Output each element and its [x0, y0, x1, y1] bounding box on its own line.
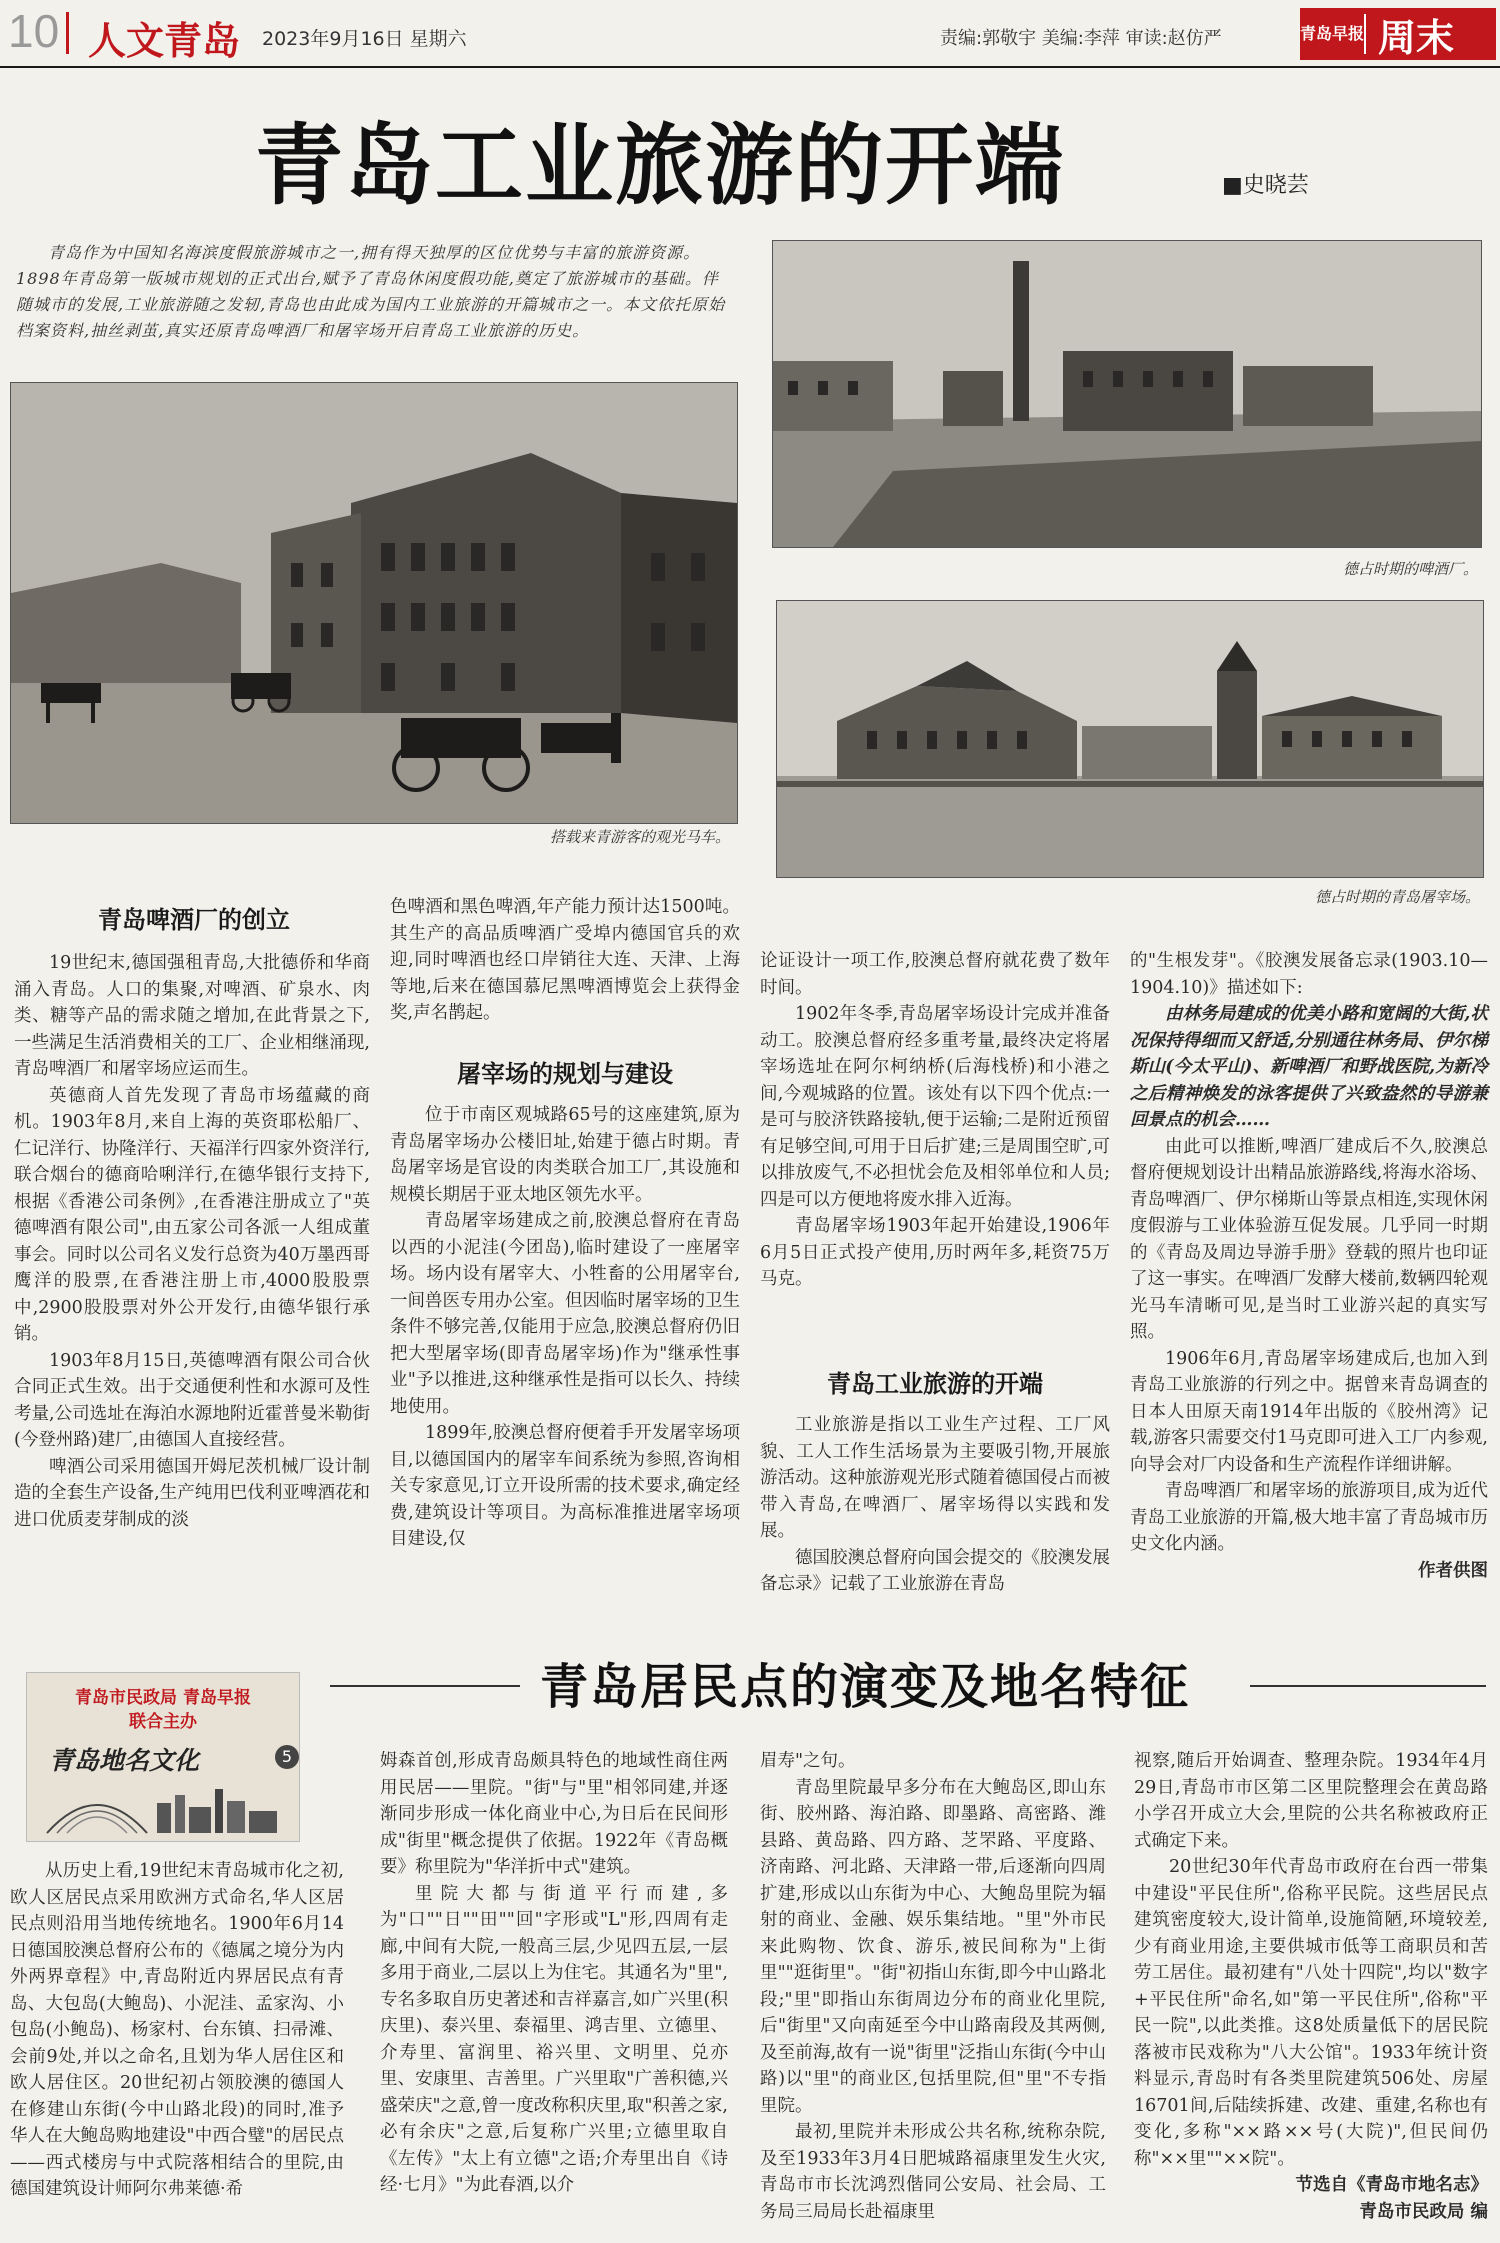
quoted-paragraph: 由林务局建成的优美小路和宽阔的大街,状况保持得细而又舒适,分别通往林务局、伊尔梯斯山(今太平山)、新啤酒厂和野战医院,为新冷之后精神焕发的泳客提供了兴致盎然的导游兼回景点的机会…… [1130, 1004, 1488, 1130]
paragraph: 视察,随后开始调查、整理杂院。1934年4月29日,青岛市市区第二区里院整理会在黄岛路小学召开成立大会,里院的公共名称被政府正式确定下来。 [1134, 1751, 1488, 1851]
section-title: 人文青岛 [88, 19, 241, 63]
paragraph: 青岛屠宰场1903年起开始建设,1906年6月5日正式投产使用,历时两年多,耗资75万马克。 [760, 1216, 1110, 1289]
column-number: 5 [275, 1745, 299, 1769]
paragraph: 的"生根发芽"。《胶澳发展备忘录(1903.10—1904.10)》描述如下: [1130, 951, 1488, 998]
article2-column-2 [380, 1748, 728, 2199]
header-divider [66, 12, 69, 54]
subhead-industrial-tourism: 青岛工业旅游的开端 [827, 1370, 1043, 1398]
photo-caption-slaughterhouse: 德占时期的青岛屠宰场。 [1314, 888, 1480, 906]
article1-column-1 [14, 950, 370, 1533]
slaughterhouse-photo [776, 600, 1484, 878]
paragraph: 青岛里院最早多分布在大鲍岛区,即山东街、胶州路、海泊路、即墨路、高密路、潍县路、黄岛路、四方路、芝罘路、平度路、济南路、河北路、天津路一带,后逐渐向四周扩建,形成以山东街为中心、大鲍岛里院为辐射的商业、金融、娱乐集结地。"里"外市民来此购物、饮食、游乐,被民间称为"上街里""逛街里"。"街"初指山东街,即今中山路北段;"里"即指山东街周边分布的商业化里院,后"街里"又向南延至今中山路南段及其两侧,及至前海,故有一说"街里"泛指山东街(今中山路)以"里"的商业区,包括里院,但"里"不专指里院。 [760, 1777, 1106, 2116]
paragraph: 论证设计一项工作,胶澳总督府就花费了数年时间。 [760, 951, 1110, 998]
title-rule-right [1250, 1685, 1486, 1687]
column-name: 青岛地名文化 [49, 1746, 200, 1775]
sponsor-line-2: 联合主办 [129, 1712, 197, 1732]
paragraph: 德国胶澳总督府向国会提交的《胶澳发展备忘录》记载了工业旅游在青岛 [760, 1547, 1110, 1594]
paragraph: 19世纪末,德国强租青岛,大批德侨和华商涌入青岛。人口的集聚,对啤酒、矿泉水、肉类、糖等产品的需求随之增加,在此背景之下,一些满足生活消费相关的工厂、企业相继涌现,青岛啤酒厂和屠宰场应运而生。 [14, 953, 370, 1079]
paragraph: 1906年6月,青岛屠宰场建成后,也加入到青岛工业旅游的行列之中。据曾来青岛调查的日本人田原天南1914年出版的《胶州湾》记载,游客只需要交付1马克即可进入工厂内参观,向导会对厂内设备和生产流程作详细讲解。 [1130, 1348, 1488, 1475]
logo-big-text: 周末 [1378, 15, 1455, 60]
brewery-chimney-photo [772, 240, 1482, 548]
paragraph: 1903年8月15日,英德啤酒有限公司合伙合同正式生效。出于交通便利性和水源可及性考量,公司选址在海泊水源地附近霍普曼米勒街(今登州路)建厂,由德国人直接经营。 [14, 1350, 370, 1450]
paragraph: 里院大都与街道平行而建,多为"口""日""田""回"字形或"L"形,四周有走廊,中间有大院,一般高三层,少见四五层,一层多用于商业,二层以上为住宅。其通名为"里",专名多取自历史著述和吉祥嘉言,如广兴里(积庆里)、泰兴里、泰福里、鸿吉里、立德里、介寿里、富润里、裕兴里、文明里、兑亦里、安康里、吉善里。广兴里取"广善积德,兴盛荣庆"之意,曾一度改称积庆里,取"积善之家,必有余庆"之意,后复称广兴里;立德里取自《左传》"太上有立德"之语;介寿里出自《诗经·七月》"为此春酒,以介 [380, 1883, 728, 2195]
article1-column-2b [390, 1102, 740, 1553]
article2-column-3 [760, 1748, 1106, 2225]
brewery-chimney-illustration [773, 241, 1481, 547]
paragraph: 最初,里院并未形成公共名称,统称杂院,及至1933年3月4日肥城路福康里发生火灾,青岛市市长沈鸿烈偕同公安局、社会局、工务局三局局长赴福康里 [760, 2122, 1106, 2222]
source-note: 节选自《青岛市地名志》 [1295, 2175, 1488, 2195]
page-number: 10 [8, 5, 60, 57]
paragraph: 工业旅游是指以工业生产过程、工厂风貌、工人工作生活场景为主要吸引物,开展旅游活动。这种旅游观光形式随着德国侵占而被带入青岛,在啤酒厂、屠宰场得以实践和发展。 [760, 1415, 1110, 1541]
paragraph: 位于市南区观城路65号的这座建筑,原为青岛屠宰场办公楼旧址,始建于德占时期。青岛屠宰场是官设的肉类联合加工厂,其设施和规模长期居于亚太地区领先水平。 [390, 1105, 740, 1205]
article1-column-3b [760, 1412, 1110, 1598]
slaughterhouse-illustration [777, 601, 1483, 877]
subhead-slaughterhouse-planning: 屠宰场的规划与建设 [457, 1060, 673, 1088]
article2-headline: 青岛居民点的演变及地名特征 [540, 1659, 1191, 1715]
page-header [0, 0, 1500, 68]
source-editor: 青岛市民政局 编 [1359, 2201, 1488, 2222]
column-badge [26, 1672, 300, 1842]
article-lead: 青岛作为中国知名海滨度假旅游城市之一,拥有得天独厚的区位优势与丰富的旅游资源。1898年青岛第一版城市规划的正式出台,赋予了青岛休闲度假功能,奠定了旅游城市的基础。伴随城市的发展,工业旅游随之发轫,青岛也由此成为国内工业旅游的开篇城市之一。本文依托原始档案资料,抽丝剥茧,真实还原青岛啤酒厂和屠宰场开启青岛工业旅游的历史。 [16, 243, 726, 340]
article1-column-3a [760, 948, 1110, 1293]
paragraph: 青岛屠宰场建成之前,胶澳总督府在青岛以西的小泥洼(今团岛),临时建设了一座屠宰场。场内设有屠宰大、小牲畜的公用屠宰台,一间兽医专用办公室。但因临时屠宰场的卫生条件不够完善,仅能用于应急,胶澳总督府仍旧把大型屠宰场(即青岛屠宰场)作为"继承性事业"予以推进,这种继承性是指可以长久、持续地使用。 [390, 1211, 740, 1417]
title-rule-left [330, 1685, 520, 1687]
paragraph: 由此可以推断,啤酒厂建成后不久,胶澳总督府便规划设计出精品旅游路线,将海水浴场、青岛啤酒厂、伊尔梯斯山等景点相连,实现休闲度假游与工业体验游互促发展。几乎同一时期的《青岛及周边导游手册》登载的照片也印证了这一事实。在啤酒厂发酵大楼前,数辆四轮观光马车清晰可见,是当时工业游兴起的真实写照。 [1130, 1136, 1488, 1342]
paragraph: 20世纪30年代青岛市政府在台西一带集中建设"平民住所",俗称平民院。这些居民点建筑密度较大,设计简单,设施简陋,环境较差,少有商业用途,主要供城市低等工商职员和苦劳工居住。最初建有"八处十四院",均以"数字+平民住所"命名,如"第一平民住所",俗称"平民一院",以此类推。这8处质量低下的居民院落被市民戏称为"八大公馆"。1933年统计资料显示,青岛时有各类里院建筑506处、房屋16701间,后陆续拆建、改建、重建,名称也有变化,多称"××路××号(大院)",但民间仍称"××里""××院"。 [1134, 1857, 1488, 2169]
paragraph: 色啤酒和黑色啤酒,年产能力预计达1500吨。其生产的高品质啤酒广受埠内德国官兵的欢迎,同时啤酒也经口岸销往大连、天津、上海等地,后来在德国慕尼黑啤酒博览会上获得金奖,声名鹊起。 [390, 897, 740, 1023]
article2-column-4 [1134, 1748, 1488, 2225]
paragraph: 1902年冬季,青岛屠宰场设计完成并准备动工。胶澳总督府经多重考量,最终决定将屠宰场选址在阿尔柯纳桥(后海栈桥)和小港之间,今观城路的位置。该处有以下四个优点:一是可与胶济铁路接轨,便于运输;二是附近预留有足够空间,可用于日后扩建;三是周围空旷,可以排放废气,不必担忧会危及相邻单位和人员;四是可以方便地将废水排入近海。 [760, 1004, 1110, 1210]
paragraph: 1899年,胶澳总督府便着手开发屠宰场项目,以德国国内的屠宰车间系统为参照,咨询相关专家意见,订立开设所需的技术要求,确定经费,建筑设计等项目。为高标准推进屠宰场项目建设,仅 [390, 1423, 740, 1549]
article1-column-4 [1130, 948, 1488, 1584]
paragraph: 英德商人首先发现了青岛市场蕴藏的商机。1903年8月,来自上海的英资耶松船厂、仁记洋行、协隆洋行、天福洋行四家外资洋行,联合烟台的德商哈唎洋行,在德华银行支持下,根据《香港公司条例》,在香港注册成立了"英德啤酒有限公司",由五家公司各派一人组成董事会。同时以公司名义发行总资为40万墨西哥鹰洋的股票,在香港注册上市,4000股股票中,2900股股票对外公开发行,由德华银行承销。 [14, 1085, 370, 1344]
newspaper-logo [1300, 8, 1496, 60]
subhead-brewery-founding: 青岛啤酒厂的创立 [98, 906, 290, 934]
issue-date: 2023年9月16日 星期六 [262, 28, 467, 50]
brewery-carriage-photo [10, 382, 738, 824]
brewery-carriage-illustration [11, 383, 737, 823]
paragraph: 啤酒公司采用德国开姆尼茨机械厂设计制造的全套生产设备,生产纯用巴伐利亚啤酒花和进口优质麦芽制成的淡 [14, 1456, 370, 1530]
cityscape-illustration [37, 1777, 289, 1835]
article2-column-1 [10, 1858, 344, 2203]
article1-column-2a [390, 894, 740, 1027]
photo-caption-carriage: 搭载来青游客的观光马车。 [549, 828, 730, 846]
logo-small-text: 青岛早报 [1300, 24, 1365, 43]
paragraph: 姆森首创,形成青岛颇具特色的地域性商住两用民居——里院。"街"与"里"相邻同建,并逐渐同步形成一体化商业中心,为日后在民间形成"街里"概念提供了依据。1922年《青岛概要》称里院为"华洋折中式"建筑。 [380, 1751, 728, 1877]
paragraph: 眉寿"之句。 [760, 1751, 856, 1771]
article-author: ■史晓芸 [1222, 173, 1309, 198]
editor-credits: 责编:郭敬宇 美编:李萍 审读:赵仿严 [940, 28, 1222, 49]
sponsor-line-1: 青岛市民政局 青岛早报 [75, 1688, 251, 1708]
paragraph: 青岛啤酒厂和屠宰场的旅游项目,成为近代青岛工业旅游的开篇,极大地丰富了青岛城市历史文化内涵。 [1130, 1481, 1488, 1554]
photo-caption-brewery: 德占时期的啤酒厂。 [1342, 560, 1478, 578]
article-headline: 青岛工业旅游的开端 [255, 114, 1066, 217]
photo-credit: 作者供图 [1418, 1560, 1488, 1581]
paragraph: 从历史上看,19世纪末青岛城市化之初,欧人区居民点采用欧洲方式命名,华人区居民点则沿用当地传统地名。1900年6月14日德国胶澳总督府公布的《德属之境分为内外两界章程》中,青岛附近内界居民点有青岛、大包岛(大鲍岛)、小泥洼、孟家沟、小包岛(小鲍岛)、杨家村、台东镇、扫帚滩、会前9处,并以之命名,且划为华人居住区和欧人居住区。20世纪初占领胶澳的德国人在修建山东街(今中山路北段)的同时,准予华人在大鲍岛购地建设"中西合璧"的居民点——西式楼房与中式院落相结合的里院,由德国建筑设计师阿尔弗莱德·希 [10, 1861, 344, 2199]
